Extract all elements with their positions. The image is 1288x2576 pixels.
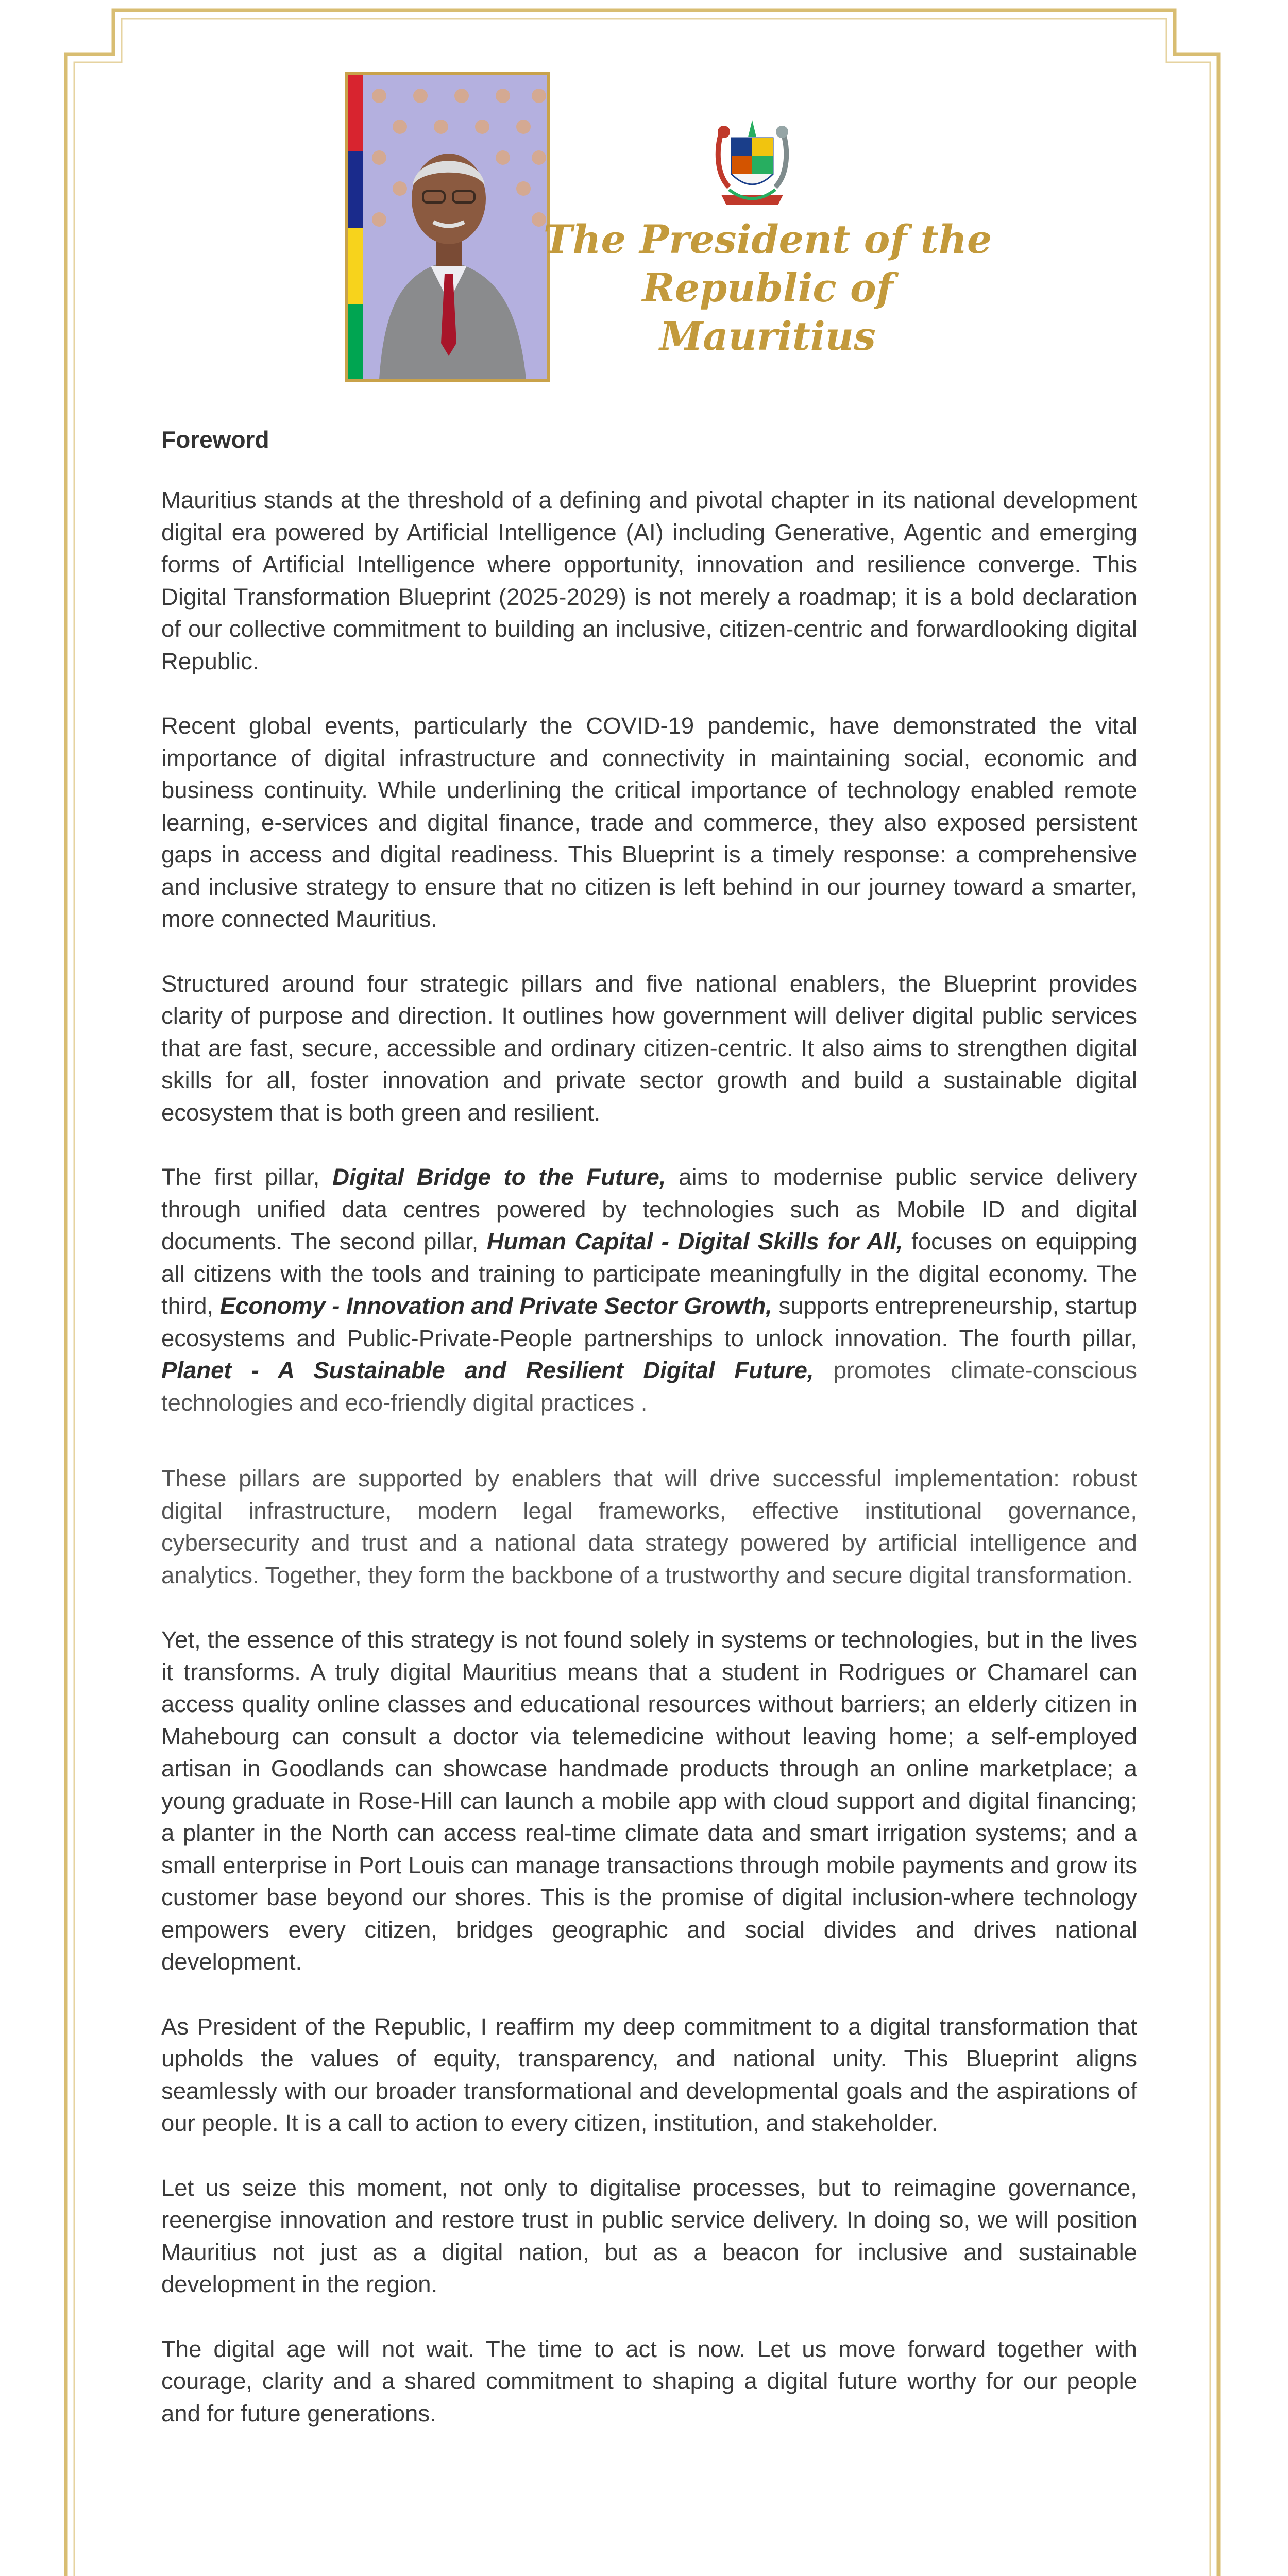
- pillar-economy: Economy - Innovation and Private Sector Growth,: [219, 1293, 772, 1319]
- paragraph-9: The digital age will not wait. The time to act is now. Let us move forward together with courage, clarity and a shared commitment to shaping a digital future worthy for our people and for future generations.: [161, 2335, 1137, 2427]
- p4-text-4: supports entrepreneurship, startup ecosystems and Public-Private-People partnerships to unlock innovation. The fourth pillar,: [161, 1293, 1137, 1351]
- foreword-heading: Foreword: [161, 426, 269, 453]
- p4-text-1: The first pillar,: [161, 1164, 333, 1190]
- foreword-content: [161, 426, 1137, 2462]
- paragraph-3: Structured around four strategic pillars and five national enablers, the Blueprint provides clarity of purpose and direction. It outlines how government will deliver digital public services that are fast, secure, accessible and ordinary citizen-centric. It also aims to strengthen digital skills for all, foster innovation and private sector growth and build a sustainable digital ecosystem that is both green and resilient.: [161, 970, 1137, 1126]
- paragraph-5: These pillars are supported by enablers that will drive successful implementation: robust digital infrastructure, modern legal frameworks, effective institutional governance, cybersecurity and trust and a national data strategy powered by artificial intelligence and analytics. Together, they form the backbone of a trustworthy and secure digital transformation.: [161, 1465, 1137, 1588]
- president-portrait: [345, 72, 550, 382]
- p4-text-2: aims to modernise public service delivery through unified data centres powered by technologies such as Mobile ID and digital documents. The second pillar,: [161, 1164, 1138, 1255]
- mauritius-coat-of-arms-icon: [701, 117, 804, 213]
- paragraph-7: As President of the Republic, I reaffirm my deep commitment to a digital transformation that upholds the values of equity, transparency, and national unity. This Blueprint aligns seamlessly with our broader transformational and developmental goals and the aspirations of our people. It is a call to action to every citizen, institution, and stakeholder.: [161, 2013, 1137, 2136]
- paragraph-4: [161, 1161, 1137, 1419]
- pillar-human-capital: Human Capital - Digital Skills for All,: [486, 1228, 903, 1255]
- paragraph-1: Mauritius stands at the threshold of a defining and pivotal chapter in its national development digital era powered by Artificial Intelligence (AI) including Generative, Agentic and emerging forms of Artificial Intelligence where opportunity, innovation and resilience converge. This Digital Transformation Blueprint (2025-2029) is not merely a roadmap; it is a bold declaration of our collective commitment to building an inclusive, citizen-centric and forwardlooking digital Republic.: [161, 487, 1137, 674]
- pillar-digital-bridge: Digital Bridge to the Future,: [332, 1164, 666, 1190]
- p4-text-3: focuses on equipping all citizens with the tools and training to participate meaningfully in the digital economy. The third,: [161, 1228, 1137, 1319]
- paragraph-8: Let us seize this moment, not only to digitalise processes, but to reimagine governance, reenergise innovation and restore trust in public service delivery. In doing so, we will position Mauritius not just as a digital nation, but as a beacon for inclusive and sustainable development in the region.: [161, 2174, 1137, 2297]
- pillar-planet: Planet - A Sustainable and Resilient Digital Future,: [161, 1357, 814, 1383]
- paragraph-2: Recent global events, particularly the COVID-19 pandemic, have demonstrated the vital importance of digital infrastructure and connectivity in maintaining social, economic and business continuity. While underlining the critical importance of technology enabled remote learning, e-services and digital finance, trade and commerce, they also exposed persistent gaps in access and digital readiness. This Blueprint is a timely response: a comprehensive and inclusive strategy to ensure that no citizen is left behind in our journey toward a smarter, more connected Mauritius.: [161, 713, 1137, 932]
- title-line-2: Republic of Mauritius: [642, 265, 893, 359]
- portrait-photo: [348, 75, 547, 379]
- title-line-1: The President of the: [543, 216, 992, 262]
- p4-text-5: promotes climate-conscious technologies and eco-friendly digital practices .: [161, 1357, 1137, 1416]
- paragraph-6: Yet, the essence of this strategy is not found solely in systems or technologies, but in the lives it transforms. A truly digital Mauritius means that a student in Rodrigues or Chamarel can access quality online classes and educational resources without barriers; an elderly citizen in Mahebourg can consult a doctor via telemedicine without leaving home; a self-employed artisan in Goodlands can showcase handmade products through an online marketplace; a young graduate in Rose-Hill can launch a mobile app with cloud support and digital financing; a planter in the North can access real-time climate data and smart irrigation systems; and a small enterprise in Port Louis can manage transactions through mobile payments and grow its customer base beyond our shores. This is the promise of digital inclusion-where technology empowers every citizen, bridges geographic and social divides and drives national development.: [161, 1626, 1137, 1975]
- president-title: [541, 215, 994, 361]
